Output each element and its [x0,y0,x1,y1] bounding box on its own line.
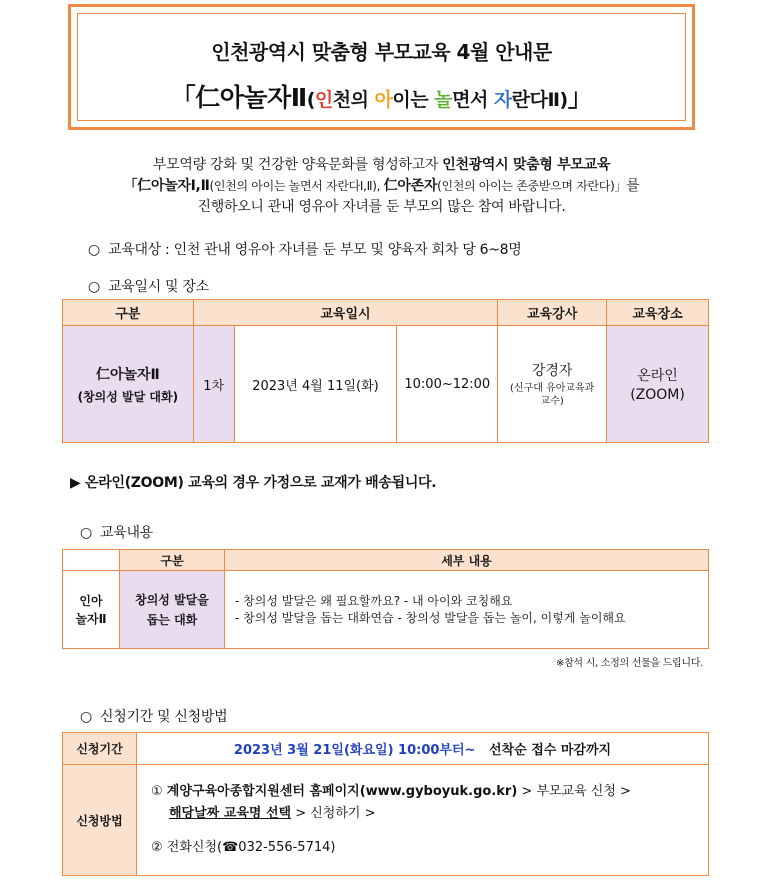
intro-small: (인천의 아이는 놀면서 자란다Ⅰ,Ⅱ), [209,179,384,193]
title-paren: ( [306,89,315,111]
title-text-2: 이는 [392,89,435,111]
method-cell [137,765,709,876]
bullet-text: 교육내용 [100,525,153,541]
title-char-green: 놀 [434,89,453,111]
method-label: 신청방법 [63,765,137,876]
content-detail-2: - 창의성 발달을 돕는 대화연습 - 창의성 발달을 돕는 놀이, 이렇게 놀이해요 [235,610,626,625]
table-row [63,765,709,876]
title-open-bracket: 「 [170,83,196,112]
period-date: 2023년 3월 21일(화요일) 10:00부터~ [233,743,476,758]
instructor-name: 강경자 [531,363,573,379]
circle-bullet-icon: ○ [80,709,92,725]
intro-bold: 인천광역시 맞춤형 부모교육 [442,157,611,173]
title-char-red: 인 [314,89,333,111]
method-num: ① [151,784,163,799]
table-header-row [63,550,709,571]
header-cell-empty [63,550,120,571]
instructor-cell [498,326,607,443]
intro-paragraph [40,155,723,218]
intro-line-3: 진행하오니 관내 영유아 자녀를 둔 부모의 많은 참여 바랍니다. [197,199,566,215]
content-program-l1: 인아 [79,593,103,608]
title-program [78,78,685,114]
content-table [62,549,709,649]
method-num: ② [151,840,163,855]
period-label: 신청기간 [63,733,137,765]
bullet-text: 신청기간 및 신청방법 [100,709,228,725]
header-cell: 교육일시 [193,300,498,326]
method-select: 해당날짜 교육명 선택 [169,806,292,821]
bullet-target [88,239,521,259]
method-homepage[interactable]: 계양구육아종합지원센터 홈페이지(www.gyboyuk.go.kr) [166,784,518,799]
header-cell: 교육강사 [498,300,607,326]
schedule-table [62,299,709,443]
title-close-bracket: 」 [567,83,593,112]
title-char-orange: 아 [374,89,393,111]
content-detail-cell [225,571,709,649]
method-text: > 신청하기 > [291,806,376,821]
table-row [63,326,709,443]
date-cell: 2023년 4월 11일(화) [234,326,397,443]
title-subtitle [307,89,568,111]
place-name: 온라인 [637,368,678,384]
program-sub: (창의성 발달 대화) [77,389,179,404]
circle-bullet-icon: ○ [80,525,92,541]
content-program-l2: 놀자Ⅱ [75,611,107,626]
title-char-blue: 자 [493,89,512,111]
period-cell [137,733,709,765]
content-topic-l1: 창의성 발달을 [135,592,209,607]
header-cell: 세부 내용 [225,550,709,571]
intro-small: (인천의 아이는 존중받으며 자란다)」 [437,179,627,193]
program-name: 仁아놀자Ⅱ [95,366,160,383]
title-box [68,4,695,130]
content-program-cell [63,571,120,649]
method-phone: 전화신청(☎032-556-5714) [166,840,336,855]
table-row [63,571,709,649]
shipping-notice: ▶ 온라인(ZOOM) 교육의 경우 가정으로 교재가 배송됩니다. [70,475,437,491]
bullet-text: 교육일시 및 장소 [108,279,209,295]
title-text-3: 면서 [452,89,494,111]
intro-bold: 仁아존자 [383,178,438,194]
intro-line-2 [40,176,723,197]
header-cell: 구분 [63,300,194,326]
bullet-apply [80,706,227,726]
gift-remark: ※참석 시, 소정의 선물을 드립니다. [555,658,703,669]
title-text-4: 란다Ⅱ) [511,89,568,111]
program-cell [63,326,194,443]
period-end: 선착순 접수 마감까지 [489,743,612,758]
method-2 [151,837,708,859]
place-sub: (ZOOM) [630,387,685,403]
method-text: > 부모교육 신청 > [517,784,631,799]
header-cell: 구분 [120,550,225,571]
intro-text: 부모역량 강화 및 건강한 양육문화를 형성하고자 [152,157,443,173]
circle-bullet-icon: ○ [88,279,100,295]
title-inner-border [77,13,686,121]
content-topic-cell [120,571,225,649]
method-1-cont [151,803,708,825]
intro-line-1 [40,155,723,176]
bullet-text: 교육대상 : 인천 관내 영유아 자녀를 둔 부모 및 양육자 회차 당 6~8명 [108,242,522,258]
table-header-row [63,300,709,326]
intro-text: 를 [626,178,640,194]
place-cell [607,326,709,443]
title-text-1: 천의 [332,89,375,111]
title-brand: 仁아놀자Ⅱ [195,83,307,112]
table-row [63,733,709,765]
content-detail-1: - 창의성 발달은 왜 필요할까요? - 내 아이와 코칭해요 [235,593,513,608]
bullet-content [80,522,153,542]
content-topic-l2: 돕는 대화 [146,612,198,627]
apply-table [62,732,709,876]
method-1 [151,781,708,803]
bullet-schedule [88,276,209,296]
instructor-sub: (신구대 유아교육과 교수) [509,383,595,407]
round-cell: 1차 [193,326,234,443]
intro-bold: 「仁아놀자Ⅰ,Ⅱ [123,178,210,194]
time-cell: 10:00~12:00 [397,326,498,443]
title-main: 인천광역시 맞춤형 부모교육 4월 안내문 [211,40,552,64]
header-cell: 교육장소 [607,300,709,326]
circle-bullet-icon: ○ [88,242,100,258]
